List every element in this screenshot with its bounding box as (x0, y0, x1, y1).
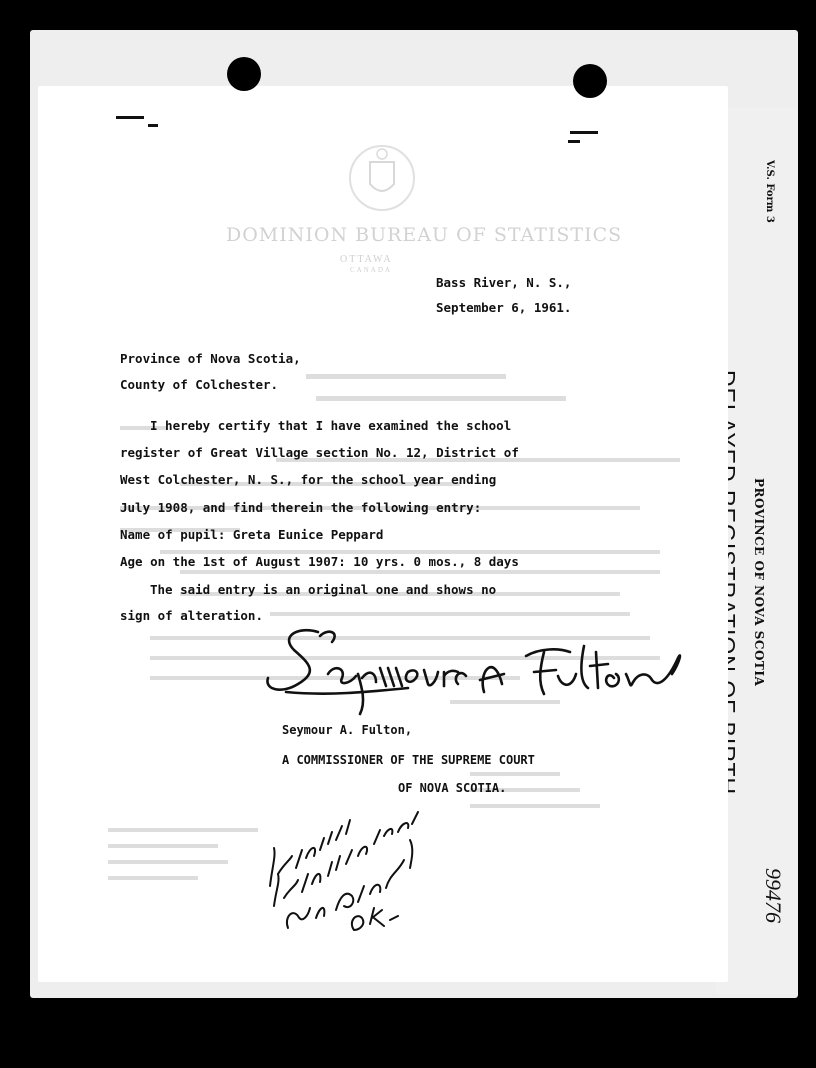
mark-dash (570, 131, 598, 134)
mark-dash (116, 116, 144, 119)
body-line: I hereby certify that I have examined the school (150, 418, 512, 433)
body-line: sign of alteration. (120, 608, 263, 623)
body-line: July 1908, and find therein the following entry: (120, 500, 482, 515)
punch-hole (227, 57, 261, 91)
letter-date: September 6, 1961. (436, 300, 572, 315)
registration-number: 99476 (761, 868, 786, 923)
province-heading: PROVINCE OF NOVA SCOTIA (752, 478, 766, 687)
signer-title: A COMMISSIONER OF THE SUPREME COURT (282, 753, 535, 767)
mark-dash (148, 124, 158, 127)
body-line: West Colchester, N. S., for the school year ending (120, 472, 497, 487)
handwritten-notes (262, 798, 442, 942)
mark-dash (568, 140, 580, 143)
address-county: County of Colchester. (120, 377, 279, 392)
address-province: Province of Nova Scotia, (120, 351, 301, 366)
signer-name: Seymour A. Fulton, (282, 723, 413, 737)
form-number: V.S. Form 3 (764, 160, 775, 223)
body-line: The said entry is an original one and shows no (150, 582, 497, 597)
punch-hole (573, 64, 607, 98)
pupil-name-line: Name of pupil: Greta Eunice Peppard (120, 527, 384, 542)
signer-title-province: OF NOVA SCOTIA. (398, 781, 507, 795)
letterhead-bureau: DOMINION BUREAU OF STATISTICS (226, 224, 623, 246)
pupil-age-line: Age on the 1st of August 1907: 10 yrs. 0 mos., 8 days (120, 554, 519, 569)
letter-place: Bass River, N. S., (436, 275, 572, 290)
coat-of-arms-watermark (344, 140, 420, 216)
show-through-address (108, 828, 268, 888)
letterhead-country: CANADA (350, 266, 392, 274)
body-line: register of Great Village section No. 12, District of (120, 445, 519, 460)
letterhead-city: OTTAWA (340, 254, 393, 265)
signature (258, 622, 688, 722)
